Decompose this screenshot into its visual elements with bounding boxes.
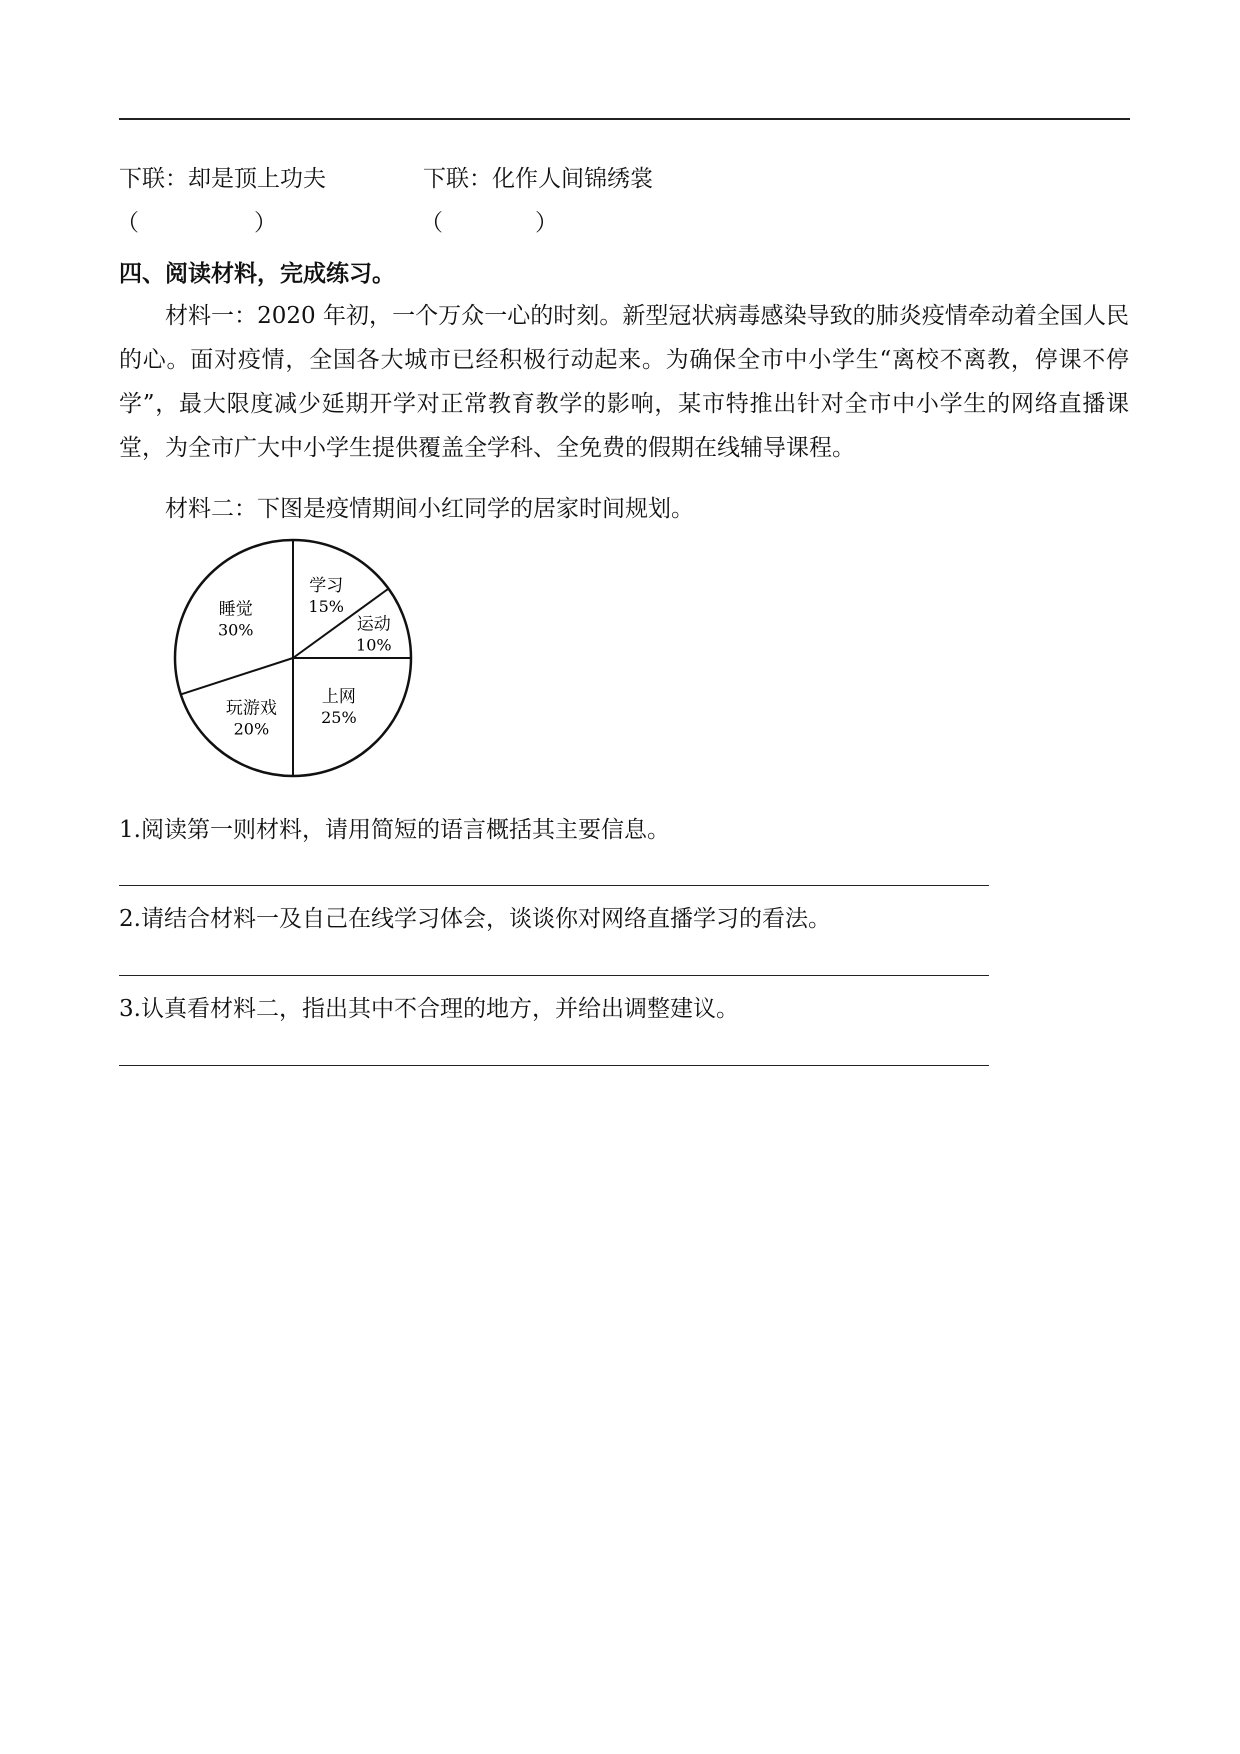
material-one-paragraph: 材料一：2020 年初，一个万众一心的时刻。新型冠状病毒感染导致的肺炎疫情牵动着全国人民的心。面对疫情，全国各大城市已经积极行动起来。为确保全市中小学生“离校不离教，停课不停学”，最大限度减少延期开学对正常教育教学的影响，某市特推出针对全市中小学生的网络直播课堂，为全市广大中小学生提供覆盖全学科、全免费的假期在线辅导课程。 [119,303,1129,461]
question-1: 1.阅读第一则材料，请用简短的语言概括其主要信息。 [119,817,670,843]
pie-slice-label-4 [218,599,254,639]
question-3: 3.认真看材料二，指出其中不合理的地方，并给出调整建议。 [119,996,739,1022]
pie-slice-label-0 [308,576,344,616]
answer-line-1[interactable] [119,885,989,886]
answer-line-3[interactable] [119,1065,989,1066]
couplet-right-blank[interactable]: （ ） [420,210,558,236]
pie-slice-name: 玩游戏 [225,698,277,719]
pie-slice-name: 学习 [309,575,344,596]
pie-slice-percent: 10% [356,635,392,655]
pie-chart-svg [168,533,418,783]
pie-slice-percent: 20% [233,719,270,739]
pie-slice-name: 睡觉 [218,599,253,620]
couplet-left-blank[interactable]: （ ） [116,210,277,236]
top-answer-line [119,118,1130,120]
section-heading: 四、阅读材料，完成练习。 [119,260,395,287]
material-two-caption: 材料二：下图是疫情期间小红同学的居家时间规划。 [165,496,694,522]
pie-slice-name: 运动 [356,614,391,635]
question-2: 2.请结合材料一及自己在线学习体会，谈谈你对网络直播学习的看法。 [119,906,831,932]
time-plan-pie-chart [168,533,418,783]
answer-line-2[interactable] [119,975,989,976]
couplet-right-label: 下联：化作人间锦绣裳 [423,166,653,192]
pie-slice-percent: 15% [308,596,344,616]
pie-slice-label-1 [356,615,392,655]
pie-slice-label-2 [321,687,357,727]
pie-slice-name: 上网 [321,686,356,707]
couplet-left-label: 下联：却是顶上功夫 [119,166,326,192]
pie-slice-percent: 30% [217,620,254,640]
pie-slice-percent: 25% [321,707,357,727]
